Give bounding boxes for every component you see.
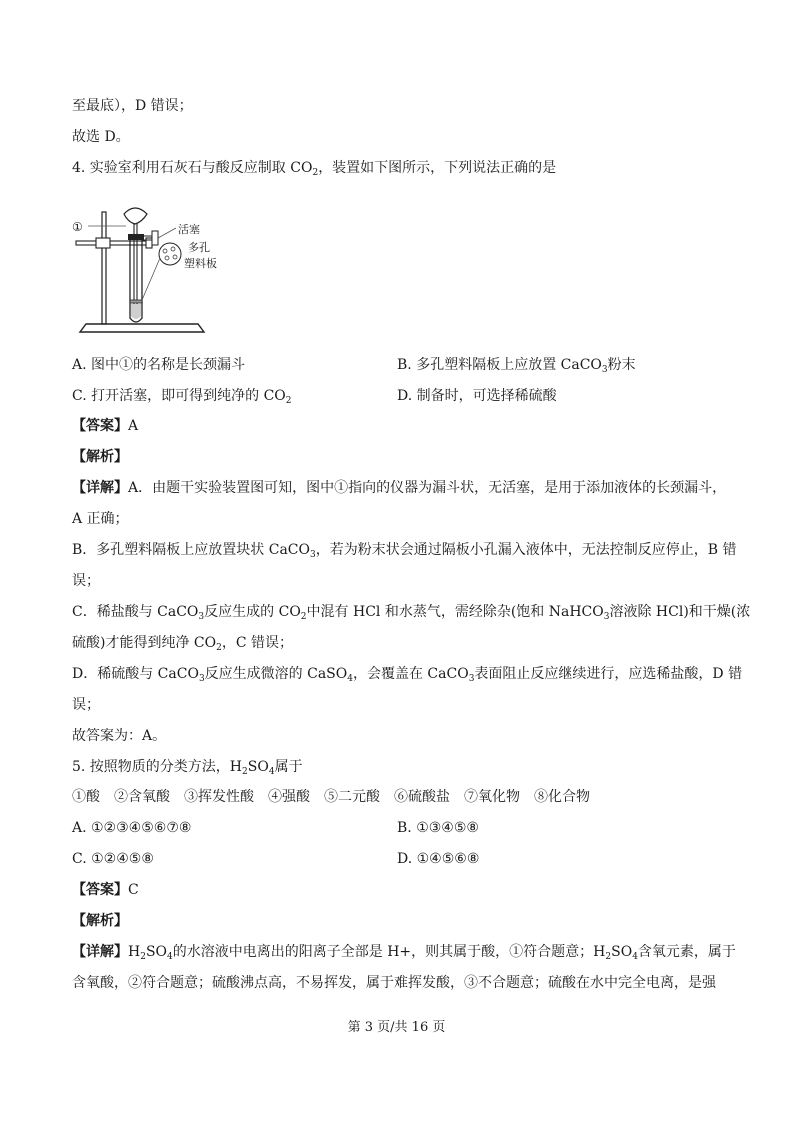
lab-apparatus-figure bbox=[72, 206, 232, 342]
option-b: B. ①③④⑤⑧ bbox=[397, 820, 479, 836]
analysis-heading: 【解析】 bbox=[72, 449, 128, 465]
detail-line: 硫酸)才能得到纯净 $CO_2$，C 错误； bbox=[72, 635, 294, 653]
text-line: 故选 D。 bbox=[72, 129, 130, 145]
option-a: A. 图中①的名称是长颈漏斗 bbox=[72, 357, 246, 373]
option-b: B. 多孔塑料隔板上应放置 CaCO$_3$粉末 bbox=[397, 357, 636, 375]
detail-line: C．稀盐酸与 CaCO$_3$反应生成的 $CO_2$中混有 HCl 和水蒸气，需经除杂(饱和 NaHCO$_3$溶液除 HCl)和干燥(浓 bbox=[72, 604, 751, 622]
figure-label-1: ① bbox=[72, 220, 83, 234]
figure-label-plate: 多孔 bbox=[188, 241, 210, 254]
text-line: 至最底），D 错误； bbox=[72, 98, 193, 114]
detail-line: A 正确； bbox=[72, 511, 129, 527]
figure-label-plate: 塑料板 bbox=[184, 257, 217, 270]
option-d: D. 制备时，可选择稀硫酸 bbox=[397, 388, 557, 404]
detail-line: 含氧酸，②符合题意；硫酸沸点高，不易挥发，属于难挥发酸，③不合题意；硫酸在水中完全电离，是强 bbox=[72, 975, 716, 991]
option-c: C. ①②④⑤⑧ bbox=[72, 851, 154, 867]
question-5-stem: 5. 按照物质的分类方法，$H_2SO_4$属于 bbox=[72, 759, 303, 777]
question-4-stem: 4. 实验室利用石灰石与酸反应制取 $CO_2$，装置如下图所示，下列说法正确的是 bbox=[72, 160, 557, 178]
detail-line: 误； bbox=[72, 697, 100, 713]
page-footer: 第 3 页/共 16 页 bbox=[347, 1020, 446, 1035]
detail-line: 【详解】$H_2SO_4$的水溶液中电离出的阳离子全部是 H+，则其属于酸，①符合题意；$H_2SO_4$含氧元素，属于 bbox=[72, 944, 736, 962]
answer-line: 【答案】A bbox=[72, 418, 139, 434]
detail-line: 【详解】A．由题干实验装置图可知，图中①指向的仪器为漏斗状，无活塞，是用于添加液体的长颈漏斗， bbox=[72, 480, 727, 496]
option-c: C. 打开活塞，即可得到纯净的 $CO_2$ bbox=[72, 388, 292, 406]
analysis-heading: 【解析】 bbox=[72, 913, 128, 929]
answer-line: 【答案】C bbox=[72, 882, 139, 898]
conclusion-line: 故答案为：A。 bbox=[72, 728, 167, 744]
detail-line: D．稀硫酸与 CaCO$_3$反应生成微溶的 CaSO$_4$，会覆盖在 CaCO$_3$表面阻止反应继续进行，应选稀盐酸，D 错 bbox=[72, 666, 743, 684]
option-d: D. ①④⑤⑥⑧ bbox=[397, 851, 480, 867]
detail-line: B．多孔塑料隔板上应放置块状 CaCO$_3$，若为粉末状会通过隔板小孔漏入液体中，无法控制反应停止，B 错 bbox=[72, 542, 737, 560]
figure-label-stopcock: 活塞 bbox=[178, 223, 200, 236]
detail-line: 误； bbox=[72, 573, 100, 589]
option-a: A. ①②③④⑤⑥⑦⑧ bbox=[72, 820, 192, 836]
question-5-items: ①酸 ②含氧酸 ③挥发性酸 ④强酸 ⑤二元酸 ⑥硫酸盐 ⑦氧化物 ⑧化合物 bbox=[72, 789, 590, 805]
